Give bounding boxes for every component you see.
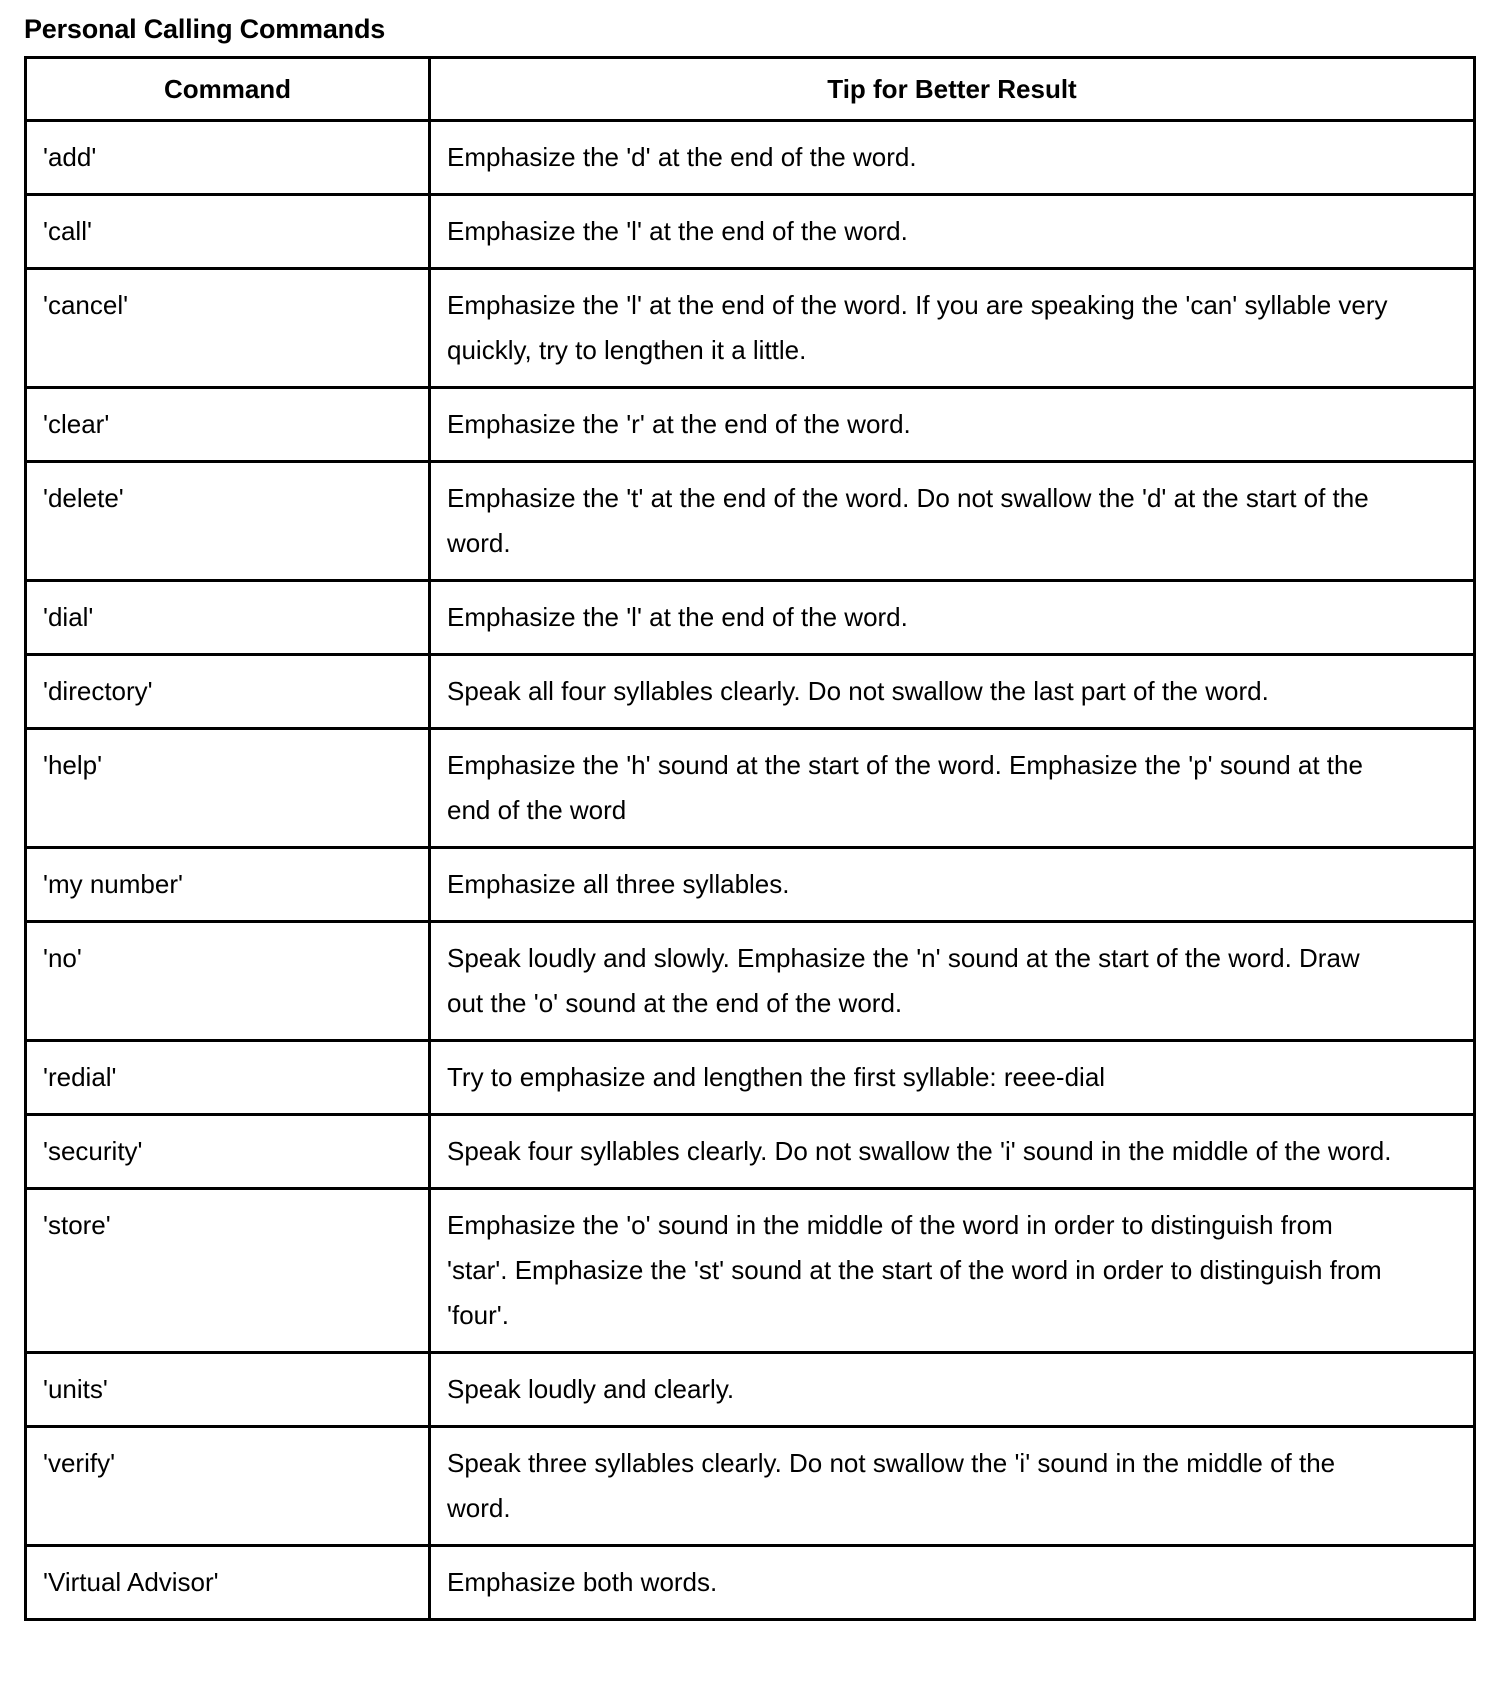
command-text: 'redial' [43, 1062, 117, 1092]
tip-text: Speak loudly and clearly. [447, 1374, 735, 1404]
table-row [26, 655, 1475, 729]
command-text: 'directory' [43, 676, 153, 706]
command-text: 'units' [43, 1374, 108, 1404]
table-row [26, 269, 1475, 388]
table-row [26, 922, 1475, 1041]
column-header-tip: Tip for Better Result [430, 58, 1475, 121]
command-text: 'dial' [43, 602, 94, 632]
tip-text: Speak three syllables clearly. Do not swallow the 'i' sound in the middle of the word. [447, 1448, 1336, 1523]
tip-text: Try to emphasize and lengthen the first syllable: reee-dial [447, 1062, 1106, 1092]
command-cell [26, 462, 430, 581]
command-text: 'store' [43, 1210, 111, 1240]
tip-cell [430, 269, 1475, 388]
tip-cell [430, 1353, 1475, 1427]
tip-cell [430, 1546, 1475, 1620]
tip-cell [430, 1041, 1475, 1115]
command-cell [26, 1041, 430, 1115]
tip-cell [430, 195, 1475, 269]
command-cell [26, 121, 430, 195]
table-row [26, 195, 1475, 269]
tip-text: Emphasize the 'h' sound at the start of the word. Emphasize the 'p' sound at the end of the word [447, 750, 1363, 825]
tip-text: Emphasize both words. [447, 1567, 718, 1597]
command-cell [26, 1115, 430, 1189]
tip-cell [430, 121, 1475, 195]
tip-text: Emphasize the 'd' at the end of the word. [447, 142, 917, 172]
tip-text: Speak all four syllables clearly. Do not swallow the last part of the word. [447, 676, 1269, 706]
tip-cell [430, 462, 1475, 581]
command-cell [26, 1546, 430, 1620]
tip-text: Speak loudly and slowly. Emphasize the 'n' sound at the start of the word. Draw out the 'o' sound at the end of the word. [447, 943, 1360, 1018]
table-body [26, 121, 1475, 1620]
command-text: 'security' [43, 1136, 143, 1166]
command-text: 'delete' [43, 483, 124, 513]
table-row [26, 1546, 1475, 1620]
tip-cell [430, 1427, 1475, 1546]
command-text: 'cancel' [43, 290, 129, 320]
command-cell [26, 1353, 430, 1427]
table-row [26, 1427, 1475, 1546]
commands-table [24, 56, 1476, 1621]
command-cell [26, 729, 430, 848]
command-text: 'add' [43, 142, 97, 172]
command-cell [26, 195, 430, 269]
tip-text: Emphasize the 'l' at the end of the word. If you are speaking the 'can' syllable very quickly, try to lengthen it a little. [447, 290, 1388, 365]
tip-cell [430, 1115, 1475, 1189]
tip-cell [430, 581, 1475, 655]
tip-cell [430, 922, 1475, 1041]
command-text: 'call' [43, 216, 92, 246]
command-text: 'clear' [43, 409, 110, 439]
command-cell [26, 655, 430, 729]
tip-text: Emphasize the 'l' at the end of the word. [447, 602, 908, 632]
command-cell [26, 922, 430, 1041]
command-text: 'help' [43, 750, 103, 780]
tip-cell [430, 388, 1475, 462]
tip-cell [430, 729, 1475, 848]
tip-text: Emphasize the 'o' sound in the middle of the word in order to distinguish from 'star'. Emphasize the 'st' sound at the start of the word in order to distinguish from 'four'. [447, 1210, 1382, 1330]
command-cell [26, 848, 430, 922]
command-cell [26, 581, 430, 655]
document-title: Personal Calling Commands [24, 14, 386, 44]
command-text: 'my number' [43, 869, 183, 899]
command-text: 'verify' [43, 1448, 116, 1478]
command-text: 'Virtual Advisor' [43, 1567, 219, 1597]
command-cell [26, 388, 430, 462]
table-row [26, 848, 1475, 922]
table-row [26, 1041, 1475, 1115]
tip-cell [430, 655, 1475, 729]
table-row [26, 121, 1475, 195]
table-header-row [26, 58, 1475, 121]
table-row [26, 1189, 1475, 1353]
command-text: 'no' [43, 943, 82, 973]
tip-text: Emphasize the 'l' at the end of the word. [447, 216, 908, 246]
tip-text: Emphasize the 't' at the end of the word. Do not swallow the 'd' at the start of the word. [447, 483, 1369, 558]
tip-text: Emphasize the 'r' at the end of the word. [447, 409, 911, 439]
table-row [26, 388, 1475, 462]
tip-text: Speak four syllables clearly. Do not swallow the 'i' sound in the middle of the word. [447, 1136, 1392, 1166]
table-row [26, 1115, 1475, 1189]
table-row [26, 462, 1475, 581]
column-header-command: Command [26, 58, 430, 121]
command-cell [26, 1427, 430, 1546]
tip-cell [430, 1189, 1475, 1353]
table-row [26, 729, 1475, 848]
table-row [26, 1353, 1475, 1427]
table-row [26, 581, 1475, 655]
command-cell [26, 1189, 430, 1353]
tip-cell [430, 848, 1475, 922]
command-cell [26, 269, 430, 388]
tip-text: Emphasize all three syllables. [447, 869, 790, 899]
